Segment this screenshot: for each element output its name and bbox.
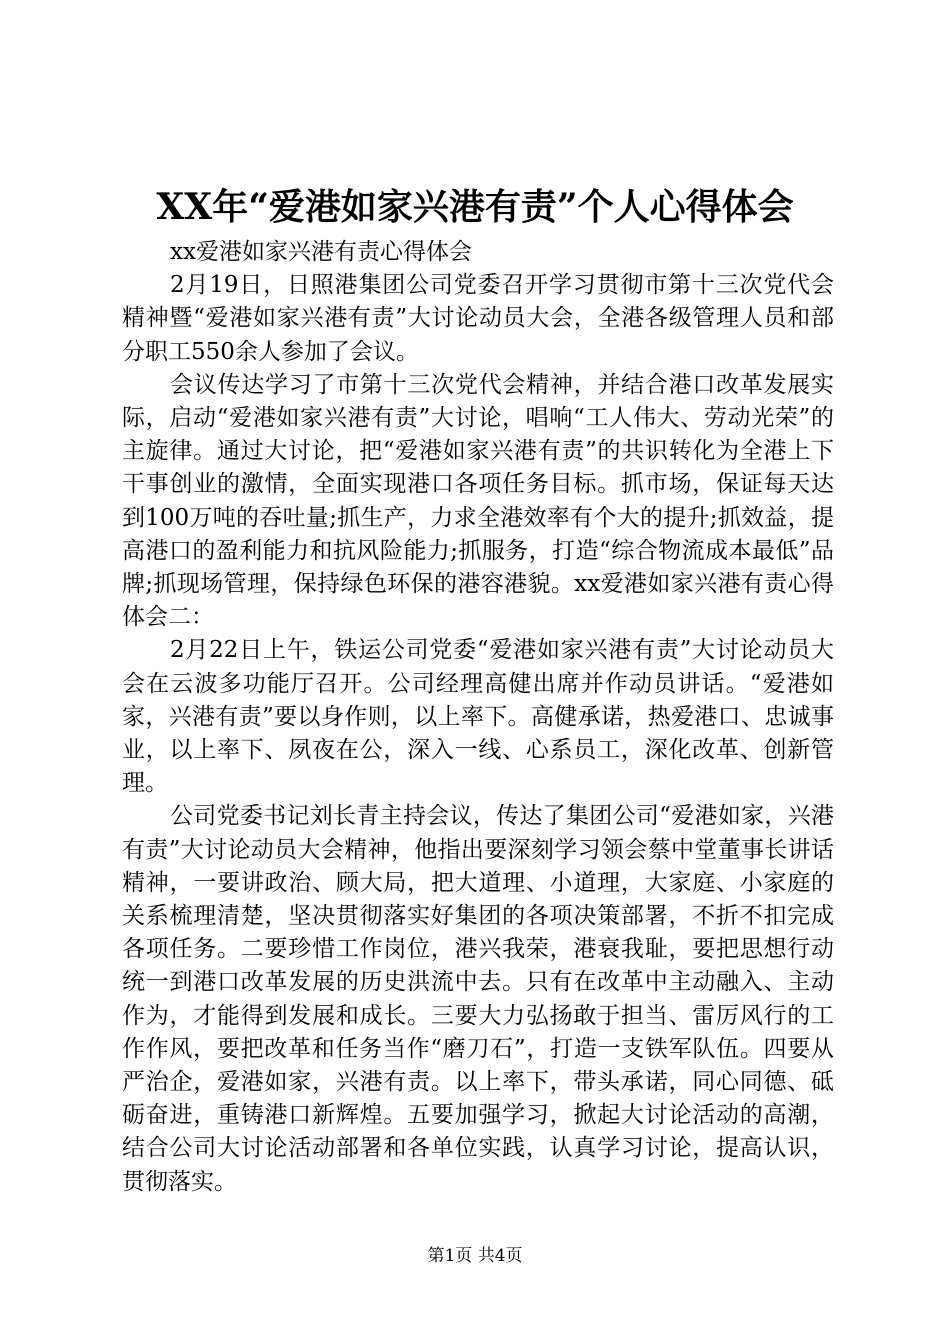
- paragraph: 2月22日上午，铁运公司党委“爱港如家兴港有责”大讨论动员大会在云波多功能厅召开。公司经理高健出席并作动员讲话。“爱港如家，兴港有责”要以身作则，以上率下。高健承诺，热爱港口、忠诚事业，以上率下、夙夜在公，深入一线、心系员工，深化改革、创新管理。: [122, 637, 834, 797]
- document-body: [122, 236, 834, 1199]
- paragraph: 会议传达学习了市第十三次党代会精神，并结合港口改革发展实际，启动“爱港如家兴港有责”大讨论，唱响“工人伟大、劳动光荣”的主旋律。通过大讨论，把“爱港如家兴港有责”的共识转化为全港上下干事创业的激情，全面实现港口各项任务目标。抓市场，保证每天达到100万吨的吞吐量;抓生产，力求全港效率有个大的提升;抓效益，提高港口的盈利能力和抗风险能力;抓服务，打造“综合物流成本最低”品牌;抓现场管理，保持绿色环保的港容港貌。xx爱港如家兴港有责心得体会二：: [122, 371, 834, 631]
- paragraph-subtitle: xx爱港如家兴港有责心得体会: [170, 239, 472, 265]
- paragraph: 2月19日，日照港集团公司党委召开学习贯彻市第十三次党代会精神暨“爱港如家兴港有责”大讨论动员大会，全港各级管理人员和部分职工550余人参加了会议。: [122, 272, 834, 365]
- paragraph: 公司党委书记刘长青主持会议，传达了集团公司“爱港如家，兴港有责”大讨论动员大会精神，他指出要深刻学习领会蔡中堂董事长讲话精神，一要讲政治、顾大局，把大道理、小道理，大家庭、小家庭的关系梳理清楚，坚决贯彻落实好集团的各项决策部署，不折不扣完成各项任务。二要珍惜工作岗位，港兴我荣，港衰我耻，要把思想行动统一到港口改革发展的历史洪流中去。只有在改革中主动融入、主动作为，才能得到发展和成长。三要大力弘扬敢于担当、雷厉风行的工作作风，要把改革和任务当作“磨刀石”，打造一支铁军队伍。四要从严治企，爱港如家，兴港有责。以上率下，带头承诺，同心同德、砥砺奋进，重铸港口新辉煌。五要加强学习，掀起大讨论活动的高潮，结合公司大讨论活动部署和各单位实践，认真学习讨论，提高认识，贯彻落实。: [122, 803, 834, 1195]
- document-title: XX年“爱港如家兴港有责”个人心得体会: [156, 186, 794, 228]
- page-number-footer: 第1页 共4页: [427, 1246, 523, 1266]
